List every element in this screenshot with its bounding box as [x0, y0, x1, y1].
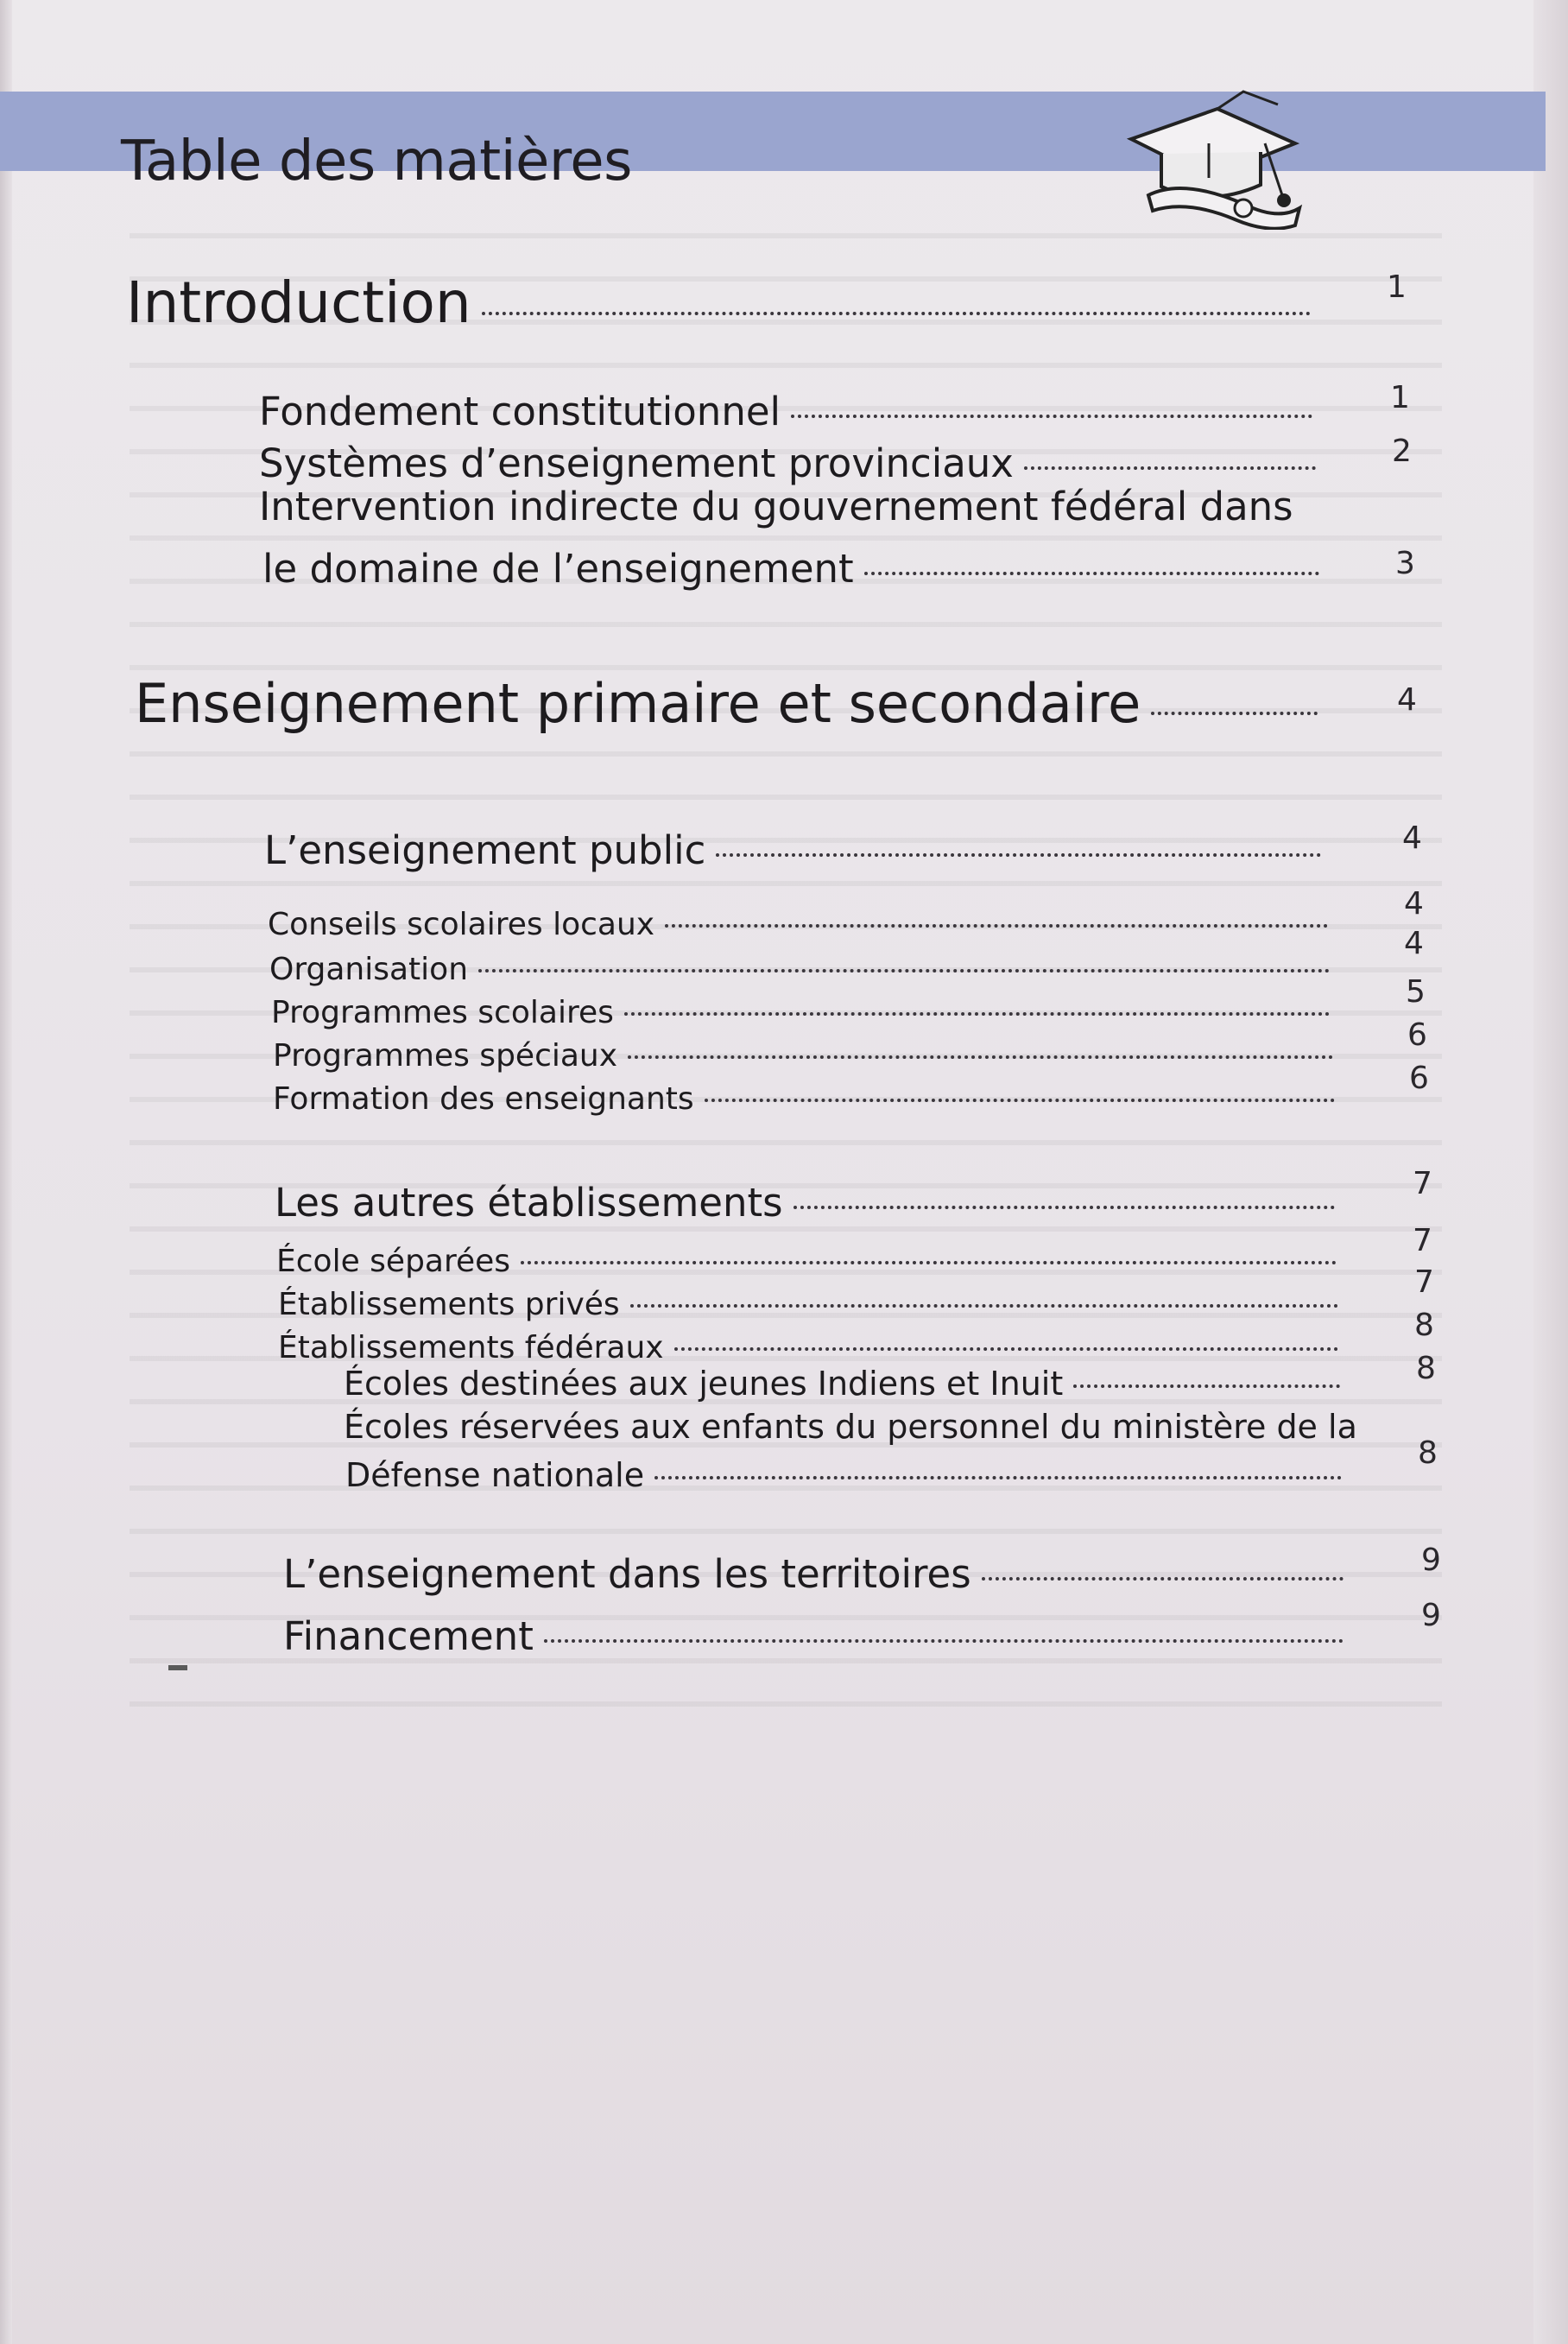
dot-leader [544, 1639, 1344, 1643]
toc-page-number: 3 [1395, 546, 1415, 581]
dot-leader [482, 312, 1311, 315]
toc-page-number: 1 [1390, 380, 1410, 415]
dot-leader [654, 1476, 1342, 1479]
toc-label: Conseils scolaires locaux [268, 907, 655, 942]
dot-leader [674, 1347, 1338, 1351]
toc-label: Établissements fédéraux [278, 1330, 664, 1365]
toc-entry-territoires[interactable] [283, 1551, 1354, 1597]
toc-entry-programmes[interactable] [271, 995, 1340, 1030]
toc-label: Enseignement primaire et secondaire [135, 672, 1141, 735]
toc-label: L’enseignement public [264, 827, 706, 873]
toc-page-number: 9 [1421, 1598, 1441, 1633]
toc-label: Les autres établissements [275, 1180, 783, 1226]
toc-page-number: 8 [1414, 1308, 1434, 1343]
toc-label: Écoles destinées aux jeunes Indiens et Inuit [344, 1365, 1064, 1403]
toc-page-number: 7 [1413, 1166, 1432, 1201]
toc-page-number: 1 [1387, 269, 1407, 305]
toc-label: Programmes spéciaux [273, 1038, 618, 1074]
toc-label: le domaine de l’enseignement [262, 546, 854, 592]
page-title: Table des matières [121, 130, 632, 193]
toc-label: Organisation [269, 952, 469, 987]
toc-entry-public[interactable] [264, 827, 1331, 873]
toc-entry-intervention-line2[interactable] [262, 546, 1330, 592]
toc-entry-autres[interactable] [275, 1180, 1345, 1226]
toc-page-number: 4 [1402, 820, 1422, 856]
toc-label: École séparées [276, 1244, 511, 1279]
toc-label: Établissements privés [278, 1287, 620, 1322]
toc-entry-federaux[interactable] [278, 1330, 1349, 1365]
ink-mark [168, 1665, 187, 1670]
toc-label: Défense nationale [345, 1456, 645, 1494]
graduation-cap-diploma-icon [1114, 57, 1312, 230]
toc-entry-separees[interactable] [276, 1244, 1347, 1279]
page-binding-edge [0, 0, 12, 2344]
toc-label: Introduction [126, 269, 471, 336]
toc-entry-primaire[interactable] [135, 672, 1328, 735]
toc-page-number: 8 [1418, 1435, 1438, 1471]
dot-leader [1073, 1384, 1340, 1388]
toc-page-number: 7 [1414, 1264, 1434, 1300]
toc-entry-indiens[interactable] [344, 1365, 1350, 1403]
toc-label: Fondement constitutionnel [259, 389, 781, 434]
dot-leader [624, 1012, 1330, 1016]
toc-entry-introduction[interactable] [126, 269, 1321, 336]
toc-entry-systemes[interactable] [259, 440, 1326, 486]
dot-leader [864, 572, 1319, 575]
dot-leader [521, 1261, 1337, 1264]
toc-entry-prives[interactable] [278, 1287, 1349, 1322]
toc-page-number: 6 [1407, 1017, 1427, 1053]
page-right-edge [1533, 0, 1568, 2344]
toc-label: Formation des enseignants [273, 1081, 694, 1117]
toc-entry-conseils[interactable] [268, 907, 1338, 942]
dot-leader [982, 1577, 1344, 1581]
dot-leader [630, 1304, 1338, 1308]
dot-leader [791, 415, 1312, 418]
toc-entry-organisation[interactable] [269, 952, 1340, 987]
toc-entry-financement[interactable] [283, 1613, 1354, 1659]
toc-entry-intervention-line1[interactable]: Intervention indirecte du gouvernement fédéral dans [259, 484, 1293, 529]
toc-entry-fondement[interactable] [259, 389, 1323, 434]
toc-page-number: 4 [1404, 886, 1424, 922]
dot-leader [716, 853, 1321, 857]
dot-leader [628, 1055, 1333, 1059]
toc-label: Programmes scolaires [271, 995, 614, 1030]
toc-page-number: 7 [1413, 1223, 1432, 1258]
dot-leader [1024, 466, 1316, 470]
toc-page-number: 8 [1416, 1351, 1436, 1386]
toc-page-number: 2 [1392, 434, 1412, 469]
toc-entry-defense-line1[interactable]: Écoles réservées aux enfants du personnel du ministère de la [344, 1408, 1357, 1446]
dot-leader [478, 969, 1330, 972]
toc-label: L’enseignement dans les territoires [283, 1551, 971, 1597]
dot-leader [705, 1099, 1335, 1102]
toc-label: Systèmes d’enseignement provinciaux [259, 440, 1014, 486]
dot-leader [793, 1206, 1335, 1209]
toc-page-number: 9 [1421, 1543, 1441, 1578]
toc-page-number: 5 [1406, 974, 1426, 1010]
toc-page-number: 4 [1397, 682, 1417, 718]
dot-leader [665, 924, 1328, 928]
toc-entry-speciaux[interactable] [273, 1038, 1344, 1074]
toc-entry-defense-line2[interactable] [345, 1456, 1352, 1494]
toc-label: Financement [283, 1613, 534, 1659]
toc-entry-formation[interactable] [273, 1081, 1345, 1117]
dot-leader [1151, 712, 1318, 715]
toc-page-number: 6 [1409, 1061, 1429, 1096]
toc-page-number: 4 [1404, 926, 1424, 961]
